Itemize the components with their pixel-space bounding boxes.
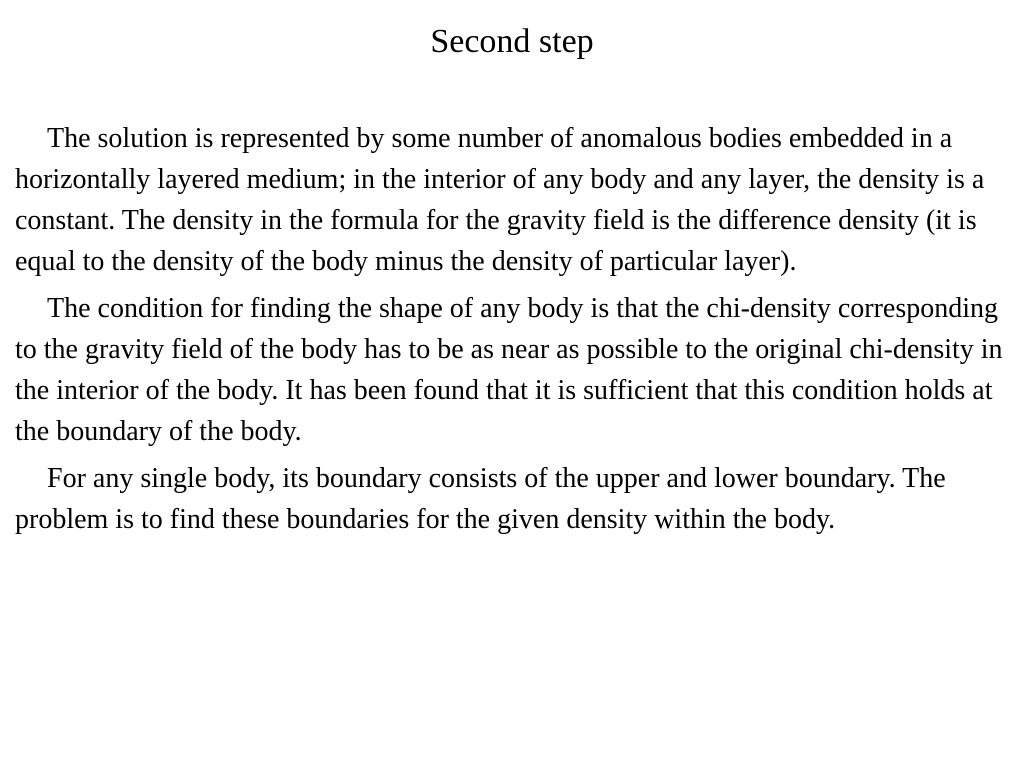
paragraph-2: The condition for finding the shape of any body is that the chi-density corresponding to the gravity field of the body has to be as near as possible to the original chi-density in the interior of the body. It has been found that it is sufficient that this condition holds at the boundary of the body. <box>15 293 1003 447</box>
paragraph-1: The solution is represented by some number of anomalous bodies embedded in a horizontally layered medium; in the interior of any body and any layer, the density is a constant. The density in the formula for the gravity field is the difference density (it is equal to the density of the body minus the density of particular layer). <box>15 123 985 277</box>
slide-title: Second step <box>430 23 594 60</box>
paragraph-3: For any single body, its boundary consists of the upper and lower boundary. The problem is to find these boundaries for the given density within the body. <box>15 463 946 535</box>
slide-body <box>15 118 1015 546</box>
